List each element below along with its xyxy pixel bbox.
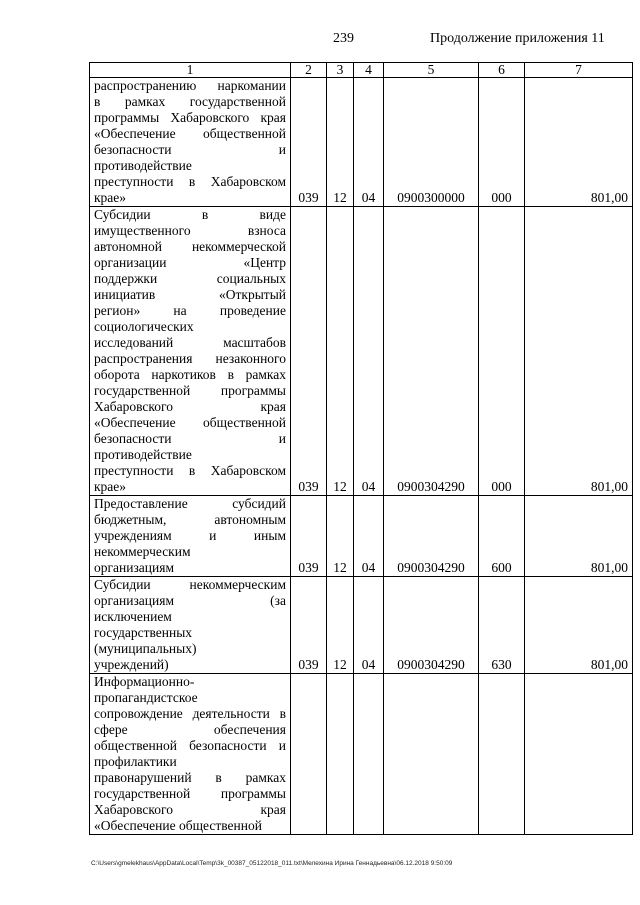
- target-article-code: 0900304290: [384, 496, 479, 577]
- row-description: [90, 674, 291, 835]
- column-header: 2: [291, 63, 327, 78]
- table-row: [90, 674, 633, 835]
- column-header: 3: [327, 63, 354, 78]
- description-line: инициатив «Открытый: [94, 287, 286, 302]
- budget-table: [89, 62, 633, 835]
- description-line: профилактики: [94, 754, 177, 769]
- description-line: программы Хабаровского края: [94, 110, 286, 125]
- description-line: оборота наркотиков в рамках: [94, 367, 286, 382]
- description-line: государственной программы: [94, 786, 286, 801]
- description-line: сопровождение деятельности в: [94, 706, 286, 721]
- subsection-code: 04: [354, 577, 384, 674]
- appendix-continuation-title: Продолжение приложения 11: [430, 31, 605, 46]
- description-line: поддержки социальных: [94, 271, 286, 286]
- description-line: в рамках государственной: [94, 94, 286, 109]
- table-row: [90, 577, 633, 674]
- ministry-code: [291, 674, 327, 835]
- target-article-code: 0900300000: [384, 78, 479, 207]
- section-code: 12: [327, 496, 354, 577]
- row-description: [90, 577, 291, 674]
- expense-type-code: 000: [479, 207, 525, 496]
- description-line: регион» на проведение: [94, 303, 286, 318]
- description-line: Информационно-: [94, 674, 195, 689]
- description-line: некоммерческим: [94, 544, 191, 559]
- description-line: учреждений): [94, 657, 169, 672]
- row-description: [90, 496, 291, 577]
- row-description: [90, 78, 291, 207]
- description-line: имущественного взноса: [94, 223, 286, 238]
- ministry-code: 039: [291, 207, 327, 496]
- description-line: «Обеспечение общественной: [94, 818, 262, 833]
- description-line: преступности в Хабаровском: [94, 463, 286, 478]
- column-header: 6: [479, 63, 525, 78]
- page-number: 239: [333, 31, 354, 46]
- subsection-code: 04: [354, 496, 384, 577]
- subsection-code: [354, 674, 384, 835]
- description-line: крае»: [94, 479, 127, 494]
- column-header: 1: [90, 63, 291, 78]
- target-article-code: [384, 674, 479, 835]
- description-line: Хабаровского края: [94, 802, 286, 817]
- amount-value: 801,00: [525, 577, 633, 674]
- description-line: «Обеспечение общественной: [94, 126, 286, 141]
- description-line: распространению наркомании: [94, 78, 286, 93]
- description-line: крае»: [94, 190, 127, 205]
- description-line: сфере обеспечения: [94, 722, 286, 737]
- column-header: 4: [354, 63, 384, 78]
- description-line: автономной некоммерческой: [94, 239, 286, 254]
- description-line: безопасности и: [94, 431, 286, 446]
- description-line: противодействие: [94, 158, 192, 173]
- table-row: [90, 207, 633, 496]
- description-line: (муниципальных): [94, 641, 197, 656]
- description-line: государственных: [94, 625, 193, 640]
- description-line: организации «Центр: [94, 255, 286, 270]
- description-line: организациям (за: [94, 593, 286, 608]
- section-code: 12: [327, 78, 354, 207]
- amount-value: 801,00: [525, 496, 633, 577]
- amount-value: 801,00: [525, 207, 633, 496]
- column-header: 5: [384, 63, 479, 78]
- amount-value: [525, 674, 633, 835]
- table-row: [90, 496, 633, 577]
- ministry-code: 039: [291, 496, 327, 577]
- description-line: бюджетным, автономным: [94, 512, 286, 527]
- ministry-code: 039: [291, 577, 327, 674]
- table-row: [90, 78, 633, 207]
- description-line: пропагандистское: [94, 690, 198, 705]
- description-line: государственной программы: [94, 383, 286, 398]
- description-line: исключением: [94, 609, 172, 624]
- subsection-code: 04: [354, 207, 384, 496]
- target-article-code: 0900304290: [384, 577, 479, 674]
- file-path-footer: C:\Users\gmelekhaus\AppData\Local\Temp\3k_00387_05122018_011.txt\Мелехина Ирина Геннадьевна\06.12.2018 9:50:09: [91, 860, 453, 867]
- column-header: 7: [525, 63, 633, 78]
- ministry-code: 039: [291, 78, 327, 207]
- description-line: «Обеспечение общественной: [94, 415, 286, 430]
- description-line: учреждениям и иным: [94, 528, 286, 543]
- subsection-code: 04: [354, 78, 384, 207]
- column-number-row: [90, 63, 633, 78]
- expense-type-code: 000: [479, 78, 525, 207]
- description-line: организациям: [94, 560, 175, 575]
- description-line: Предоставление субсидий: [94, 496, 286, 511]
- description-line: преступности в Хабаровском: [94, 174, 286, 189]
- expense-type-code: 630: [479, 577, 525, 674]
- section-code: 12: [327, 577, 354, 674]
- expense-type-code: [479, 674, 525, 835]
- expense-type-code: 600: [479, 496, 525, 577]
- description-line: правонарушений в рамках: [94, 770, 286, 785]
- description-line: исследований масштабов: [94, 335, 286, 350]
- section-code: 12: [327, 207, 354, 496]
- description-line: противодействие: [94, 447, 192, 462]
- description-line: общественной безопасности и: [94, 738, 286, 753]
- description-line: Субсидии некоммерческим: [94, 577, 286, 592]
- row-description: [90, 207, 291, 496]
- amount-value: 801,00: [525, 78, 633, 207]
- description-line: безопасности и: [94, 142, 286, 157]
- description-line: распространения незаконного: [94, 351, 286, 366]
- description-line: Хабаровского края: [94, 399, 286, 414]
- section-code: [327, 674, 354, 835]
- description-line: Субсидии в виде: [94, 207, 286, 222]
- description-line: социологических: [94, 319, 194, 334]
- target-article-code: 0900304290: [384, 207, 479, 496]
